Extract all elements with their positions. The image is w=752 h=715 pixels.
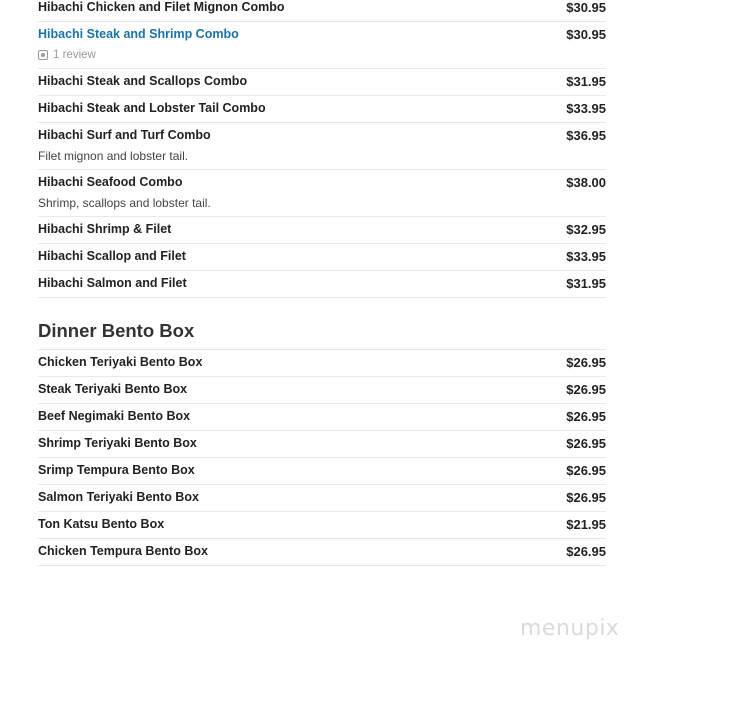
menu-item-name: Beef Negimaki Bento Box [38, 409, 191, 423]
menu-list [38, 0, 606, 566]
menu-item-price: $30.95 [566, 0, 606, 15]
menu-item-price: $26.95 [566, 382, 606, 397]
menu-item-price: $26.95 [566, 463, 606, 478]
menu-item [38, 539, 606, 566]
menu-item-name: Hibachi Steak and Scallops Combo [38, 74, 248, 88]
menu-item-name: Hibachi Steak and Lobster Tail Combo [38, 101, 266, 115]
menu-item-price: $33.95 [566, 249, 606, 264]
menu-item-price: $26.95 [566, 409, 606, 424]
menu-item-price: $30.95 [566, 27, 606, 42]
menu-item-price: $31.95 [566, 276, 606, 291]
menu-item-price: $21.95 [566, 517, 606, 532]
menu-item-name: Steak Teriyaki Bento Box [38, 382, 188, 396]
review-icon [38, 50, 48, 60]
menu-item-name: Chicken Teriyaki Bento Box [38, 355, 203, 369]
menu-item [38, 377, 606, 404]
menu-item [38, 244, 606, 271]
watermark: menupix [520, 616, 620, 641]
menu-item [38, 512, 606, 539]
review-count[interactable] [38, 48, 606, 62]
menu-item-price: $31.95 [566, 74, 606, 89]
section-title: Dinner Bento Box [38, 298, 606, 350]
menu-item [38, 458, 606, 485]
menu-item-price: $26.95 [566, 355, 606, 370]
menu-item [38, 431, 606, 458]
menu-item [38, 404, 606, 431]
menu-item-price: $33.95 [566, 101, 606, 116]
menu-item-price: $26.95 [566, 436, 606, 451]
menu-item [38, 96, 606, 123]
menu-item-name: Chicken Tempura Bento Box [38, 544, 208, 558]
menu-item-name: Srimp Tempura Bento Box [38, 463, 195, 477]
menu-item [38, 170, 606, 217]
menu-item [38, 0, 606, 22]
menu-item-name: Hibachi Surf and Turf Combo [38, 128, 211, 142]
menu-item-description: Shrimp, scallops and lobster tail. [38, 196, 211, 210]
menu-item-price: $32.95 [566, 222, 606, 237]
review-count-label: 1 review [53, 49, 96, 61]
menu-item-name: Hibachi Salmon and Filet [38, 276, 187, 290]
menu-item-name: Salmon Teriyaki Bento Box [38, 490, 199, 504]
menu-item-description: Filet mignon and lobster tail. [38, 149, 189, 163]
menu-item [38, 69, 606, 96]
menu-item [38, 22, 606, 69]
menu-item-price: $38.00 [566, 175, 606, 190]
menu-item-price: $26.95 [566, 490, 606, 505]
menu-item-name: Shrimp Teriyaki Bento Box [38, 436, 197, 450]
menu-item [38, 350, 606, 377]
menu-item-name: Hibachi Seafood Combo [38, 175, 183, 189]
menu-item-name: Ton Katsu Bento Box [38, 517, 165, 531]
menu-item-name: Hibachi Shrimp & Filet [38, 222, 172, 236]
menu-item-price: $36.95 [566, 128, 606, 143]
menu-item [38, 217, 606, 244]
menu-item-price: $26.95 [566, 544, 606, 559]
menu-item [38, 485, 606, 512]
menu-item-name: Hibachi Chicken and Filet Mignon Combo [38, 0, 285, 14]
menu-item [38, 271, 606, 298]
menu-item-name: Hibachi Scallop and Filet [38, 249, 186, 263]
menu-item-link[interactable]: Hibachi Steak and Shrimp Combo [38, 27, 239, 41]
menu-item [38, 123, 606, 170]
